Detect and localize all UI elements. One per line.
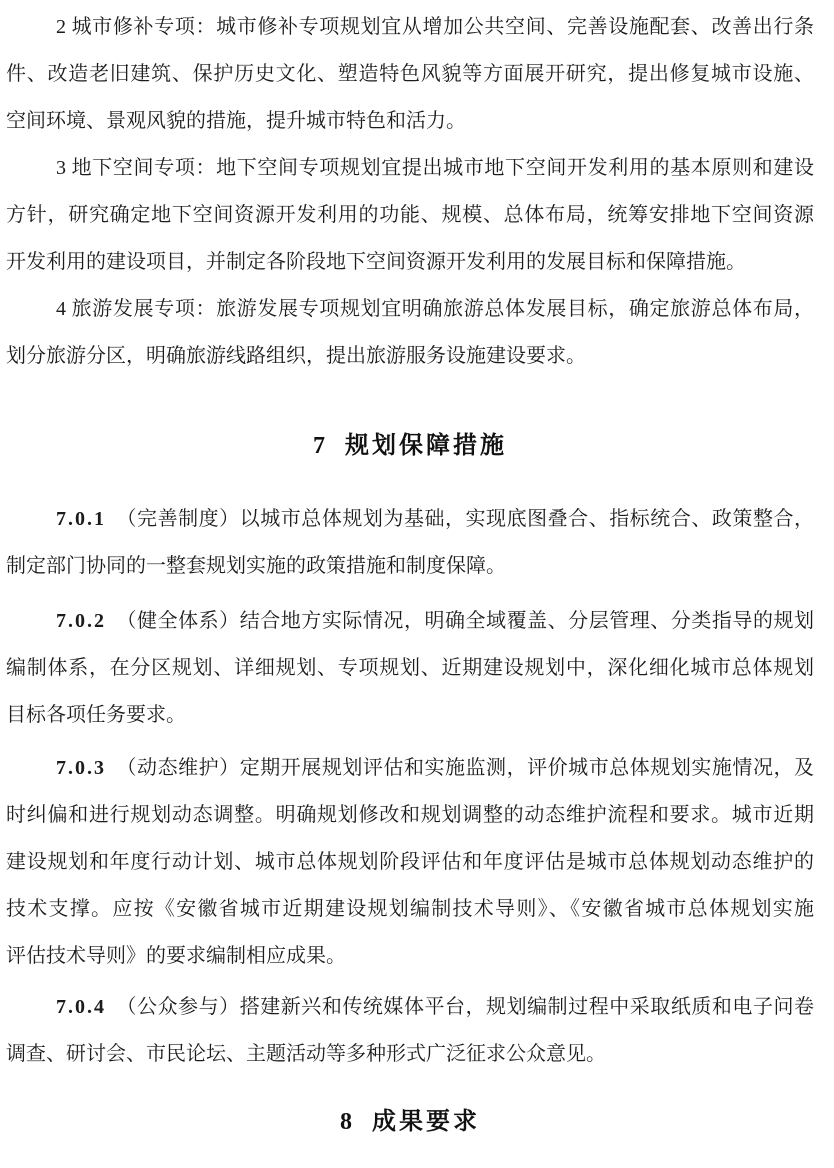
clause-number: 7.0.2 <box>56 610 106 632</box>
clause-number: 7.0.3 <box>56 757 106 779</box>
line-text: （公众参与）搭建新兴和传统媒体平台，规划编制过程中采取纸质和电子问卷 <box>116 996 814 1018</box>
text-line: 编制体系，在分区规划、详细规划、专项规划、近期建设规划中，深化细化城市总体规划 <box>6 657 814 679</box>
paragraph-clause-7-0-3 <box>6 745 814 980</box>
text-line: 技术支撑。应按《安徽省城市近期建设规划编制技术导则》、《安徽省城市总体规划实施 <box>6 898 814 920</box>
line-text: （动态维护）定期开展规划评估和实施监测，评价城市总体规划实施情况，及 <box>116 757 814 779</box>
paragraph-clause-7-0-4 <box>6 984 814 1078</box>
text-line <box>6 496 814 543</box>
section-heading-section-7 <box>6 422 814 470</box>
text-line: 制定部门协同的一整套规划实施的政策措施和制度保障。 <box>6 555 506 577</box>
paragraph-clause-7-0-2 <box>6 598 814 739</box>
section-number: 7 <box>313 433 325 459</box>
paragraph-special-plan-4 <box>6 286 814 380</box>
text-line: 划分旅游分区，明确旅游线路组织，提出旅游服务设施建设要求。 <box>6 345 586 367</box>
section-title: 规划保障措施 <box>345 433 507 459</box>
text-line: 4 旅游发展专项：旅游发展专项规划宜明确旅游总体发展目标，确定旅游总体布局， <box>56 298 814 320</box>
text-line: 调查、研讨会、市民论坛、主题活动等多种形式广泛征求公众意见。 <box>6 1043 606 1065</box>
text-line <box>6 598 814 645</box>
line-text: （完善制度）以城市总体规划为基础，实现底图叠合、指标统合、政策整合， <box>116 508 814 530</box>
text-line: 件、改造老旧建筑、保护历史文化、塑造特色风貌等方面展开研究，提出修复城市设施、 <box>6 63 814 85</box>
section-heading-section-8 <box>6 1098 814 1146</box>
line-text: （健全体系）结合地方实际情况，明确全域覆盖、分层管理、分类指导的规划 <box>116 610 814 632</box>
text-line: 评估技术导则》的要求编制相应成果。 <box>6 945 346 967</box>
clause-number: 7.0.4 <box>56 996 106 1018</box>
document-body <box>6 4 814 1146</box>
clause-number: 7.0.1 <box>56 508 106 530</box>
text-line: 3 地下空间专项：地下空间专项规划宜提出城市地下空间开发利用的基本原则和建设 <box>56 157 814 179</box>
paragraph-special-plan-2 <box>6 4 814 145</box>
paragraph-special-plan-3 <box>6 145 814 286</box>
text-line <box>6 745 814 792</box>
text-line: 空间环境、景观风貌的措施，提升城市特色和活力。 <box>6 110 466 132</box>
text-line: 2 城市修补专项：城市修补专项规划宜从增加公共空间、完善设施配套、改善出行条 <box>56 16 814 38</box>
text-line: 时纠偏和进行规划动态调整。明确规划修改和规划调整的动态维护流程和要求。城市近期 <box>6 804 814 826</box>
text-line: 开发利用的建设项目，并制定各阶段地下空间资源开发利用的发展目标和保障措施。 <box>6 251 746 273</box>
text-line <box>6 984 814 1031</box>
text-line: 目标各项任务要求。 <box>6 704 186 726</box>
section-title: 成果要求 <box>372 1109 480 1135</box>
text-line: 建设规划和年度行动计划、城市总体规划阶段评估和年度评估是城市总体规划动态维护的 <box>6 851 814 873</box>
text-line: 方针，研究确定地下空间资源开发利用的功能、规模、总体布局，统筹安排地下空间资源 <box>6 204 814 226</box>
paragraph-clause-7-0-1 <box>6 496 814 590</box>
section-number: 8 <box>340 1109 352 1135</box>
